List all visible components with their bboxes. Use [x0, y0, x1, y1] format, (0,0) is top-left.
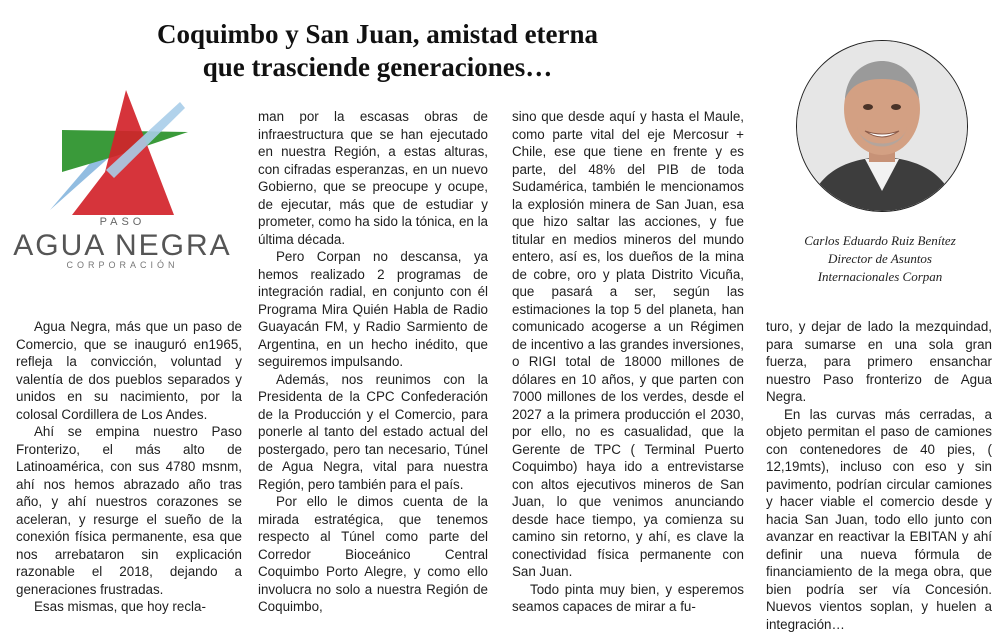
logo-corporacion-text: CORPORACIÓN [10, 260, 235, 270]
logo-paso-text: PASO [10, 216, 235, 228]
paragraph: Además, nos reunimos con la Presidenta de la CPC Confederación de la Producción y el Comercio, para ponerle al tanto del estado actual del postergado, pero tan necesario, Túnel de Agua Negra, vital para nuestra Región, pero también para el país. [258, 371, 488, 494]
paragraph: Agua Negra, más que un paso de Comercio, que se inauguró en1965, refleja la convicción, voluntad y valentía de dos pueblos separados y unidos en su nacimiento, por la colosal Cordillera de Los Andes. [16, 318, 242, 423]
headline-line-2: que trasciende generaciones… [140, 51, 615, 84]
author-caption [770, 232, 990, 286]
article-headline [140, 18, 615, 84]
paragraph: En las curvas más cerradas, a objeto permitan el paso de camiones con contenedores de 40 pies, ( 12,19mts), incluso con eso y sin pavimento, podrían circular camiones y hacer viable el comercio desde y hacia San Juan, todo ello junto con avanzar en reactivar la EBITAN y ahí definir una nueva fórmula de financiamiento de la mega obra, que bien podría ser vía Concesión. Nuevos vientos soplan, y huelen a integración… [766, 406, 992, 633]
author-name: Carlos Eduardo Ruiz Benítez [770, 232, 990, 250]
paragraph: Pero Corpan no descansa, ya hemos realizado 2 programas de integración radial, en conjunto con él Programa Mira Quién Habla de Radio Guayacán FM, y Radio Sarmiento de Argentina, en un hecho inédito, que seguiremos impulsando. [258, 248, 488, 371]
author-portrait [796, 40, 968, 212]
paso-agua-negra-logo [10, 90, 235, 275]
logo-name-text: AGUA NEGRA [10, 229, 235, 263]
article-column-1 [16, 318, 242, 616]
author-role-line-1: Director de Asuntos [770, 250, 990, 268]
paragraph: turo, y dejar de lado la mezquindad, para sumarse en una sola gran fuerza, para primero ensanchar nuestro Paso fronterizo de Agua Negra. [766, 318, 992, 406]
paragraph: Por ello le dimos cuenta de la mirada estratégica, que tenemos respecto al Túnel como parte del Corredor Bioceánico Central Coquimbo Porto Alegre, y como ello involucra no solo a nuestra Región de Coquimbo, [258, 493, 488, 616]
headline-line-1: Coquimbo y San Juan, amistad eterna [140, 18, 615, 51]
paragraph: Esas mismas, que hoy recla- [16, 598, 242, 616]
author-portrait-icon [797, 41, 967, 211]
author-role-line-2: Internacionales Corpan [770, 268, 990, 286]
paragraph: Ahí se empina nuestro Paso Fronterizo, el más alto de Latinoamérica, con sus 4780 msnm, ahí nos hemos abrazado año tras año, y ahí nuestros corazones se aceleran, y resurge el sueño de la conexión física permanente, esa que nos arrebataron sin explicación razonable el 2018, dejando a generaciones frustradas. [16, 423, 242, 598]
logo-mark-icon [10, 90, 235, 215]
paragraph: Todo pinta muy bien, y esperemos seamos capaces de mirar a fu- [512, 581, 744, 616]
article-column-3 [512, 108, 744, 616]
paragraph: man por la escasas obras de infraestructura que se han ejecutado en nuestra Región, a estas alturas, con cifradas esperanzas, en un nuevo Gobierno, que se preocupe y ocupe, de ejecutar, más que de estudiar y prometer, como ha sido la tónica, en la última década. [258, 108, 488, 248]
paragraph: sino que desde aquí y hasta el Maule, como parte vital del eje Mercosur + Chile, ese que tiene en frente y es parte, del 48% del PIB de toda Sudamérica, también le mencionamos la explosión minera de San Juan, esa que hizo saltar las acciones, y fue titular en medios mineros del mundo entero, así es, los dueños de la mina de cobre, oro y plata Distrito Vicuña, que pasará a ser, según las estimaciones la top 5 del planeta, han comunicado acogerse a un Régimen de incentivo a las grandes inversiones, o RIGI total de 18000 millones de dólares en 10 años, y que parten con 7000 millones de los verdes, desde el 2027 a la primera producción el 2030, por ello, no es casualidad, que la Gerente de TPC ( Terminal Puerto Coquimbo) haya ido a entrevistarse con altos ejecutivos mineros de San Juan, lo que venimos anunciando desde hace tiempo, ya comienza su camino sin retorno, y ahí, es clave la conectividad física permanente con San Juan. [512, 108, 744, 581]
article-column-2 [258, 108, 488, 616]
article-column-4 [766, 318, 992, 633]
